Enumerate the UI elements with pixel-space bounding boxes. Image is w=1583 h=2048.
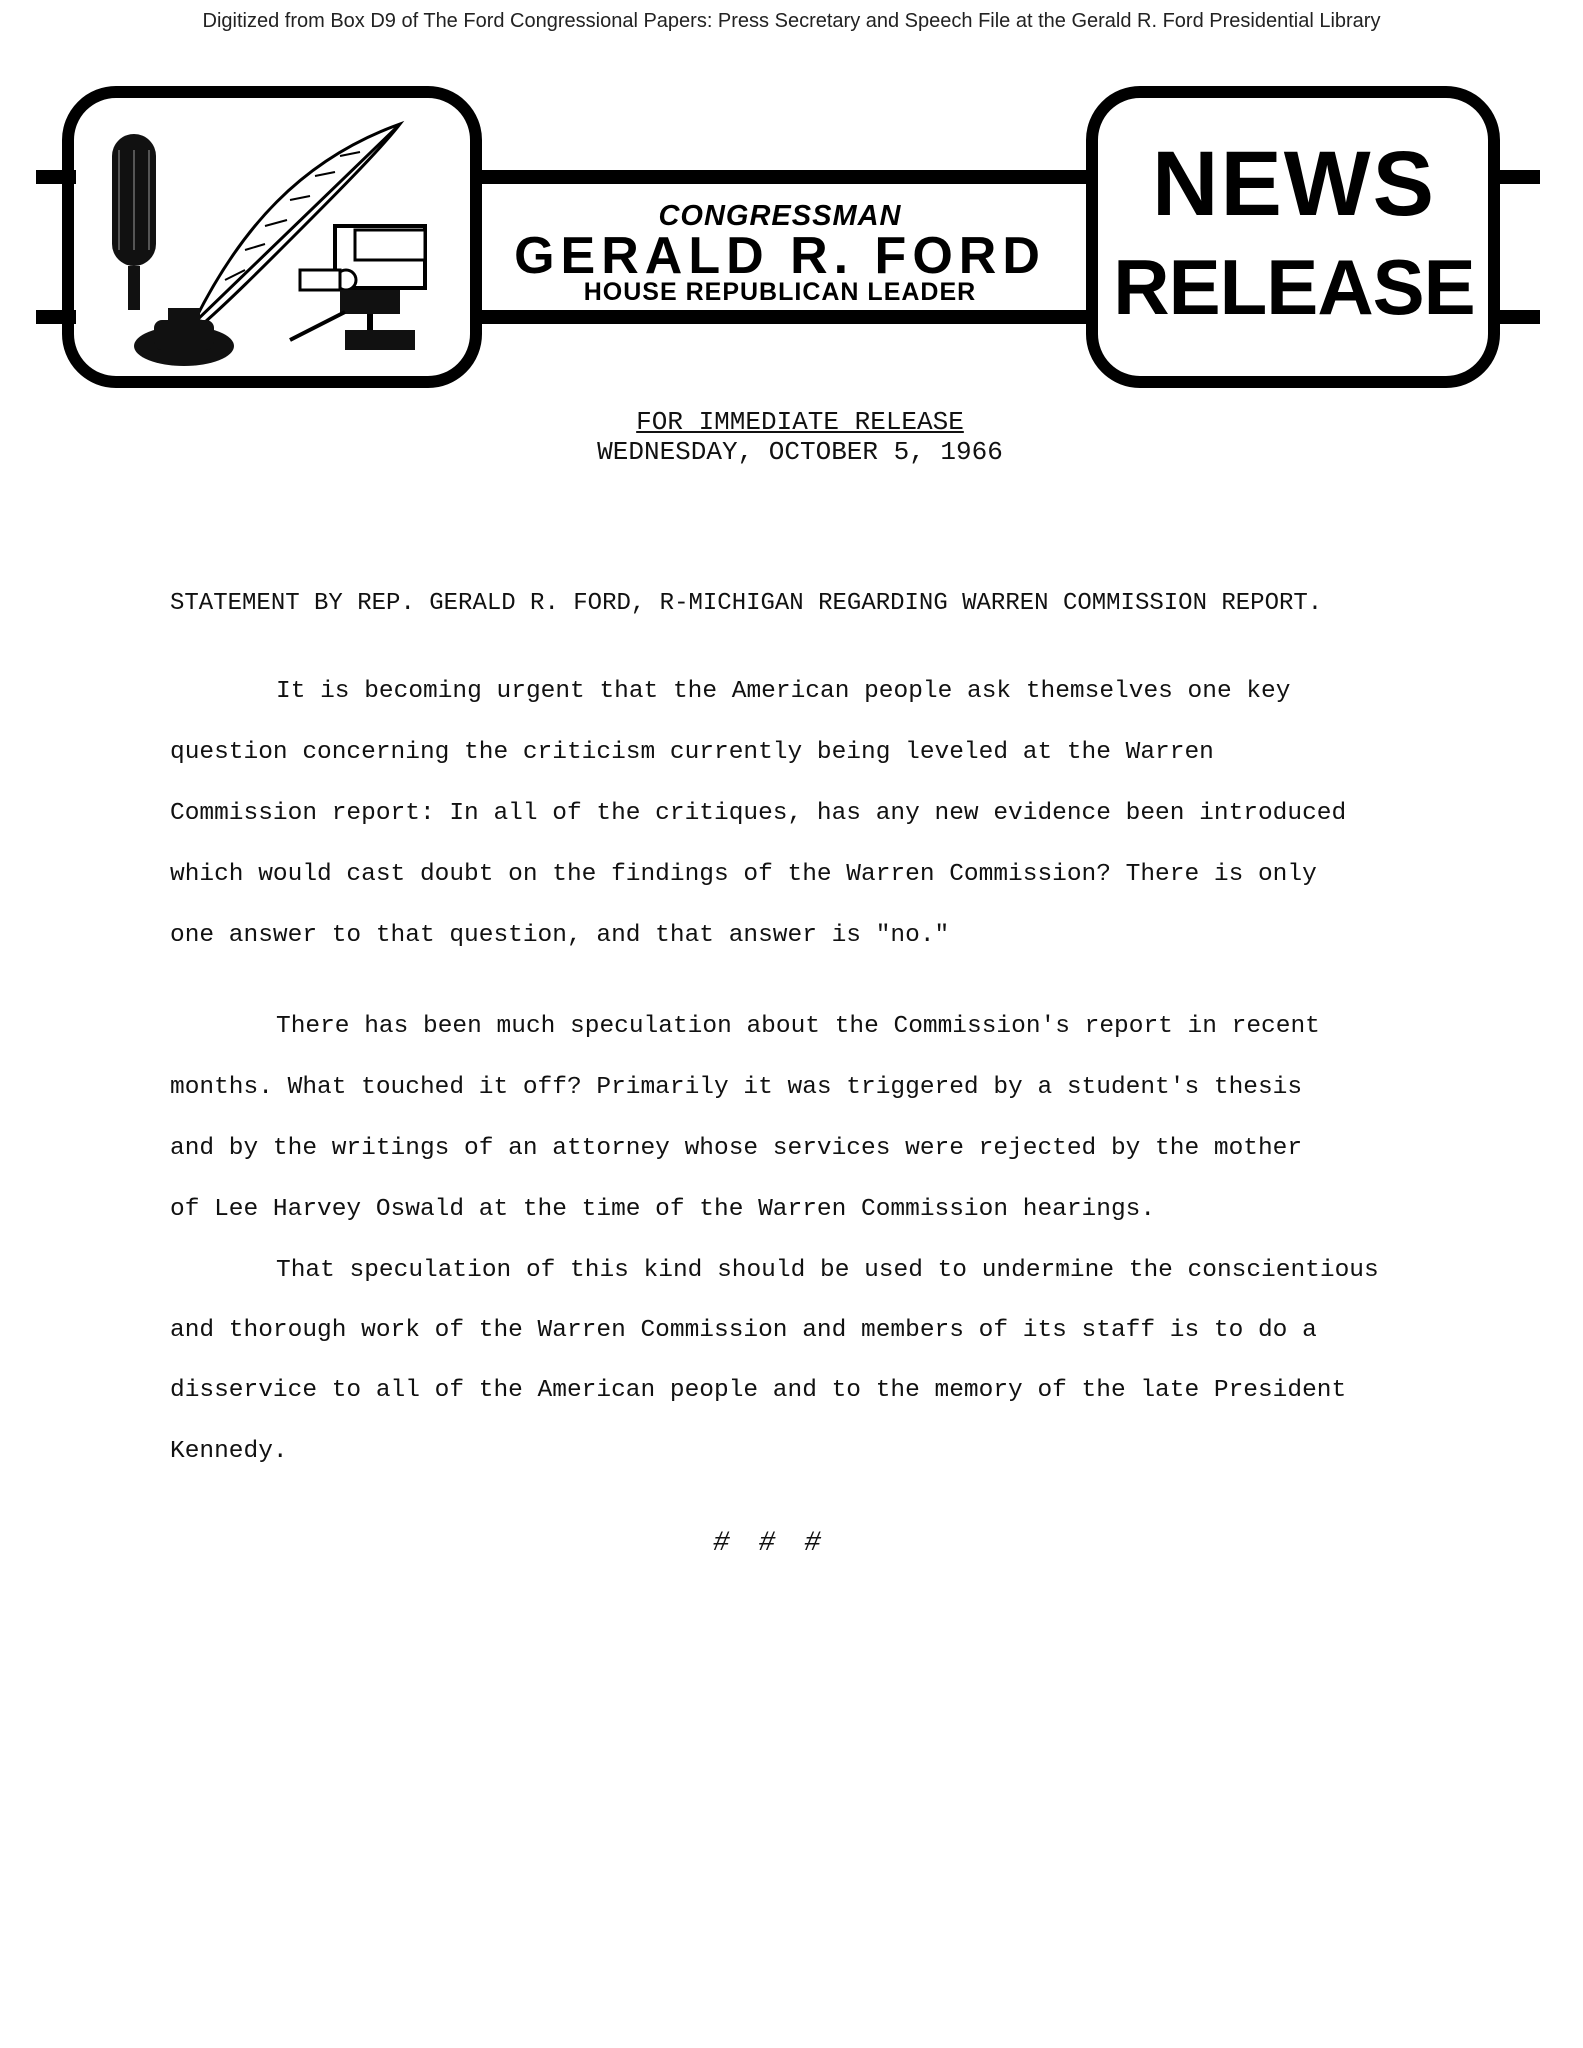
- camera-icon: [290, 226, 425, 350]
- paragraph-line: of Lee Harvey Oswald at the time of the Warren Commission hearings.: [170, 1196, 1156, 1223]
- release-info: [480, 407, 1120, 467]
- paragraph-line: which would cast doubt on the findings of the Warren Commission? There is only: [170, 861, 1317, 888]
- letterhead: [0, 0, 1583, 420]
- paragraph-line: Kennedy.: [170, 1438, 288, 1465]
- paragraph-line: That speculation of this kind should be used to undermine the conscientious: [276, 1257, 1379, 1284]
- paragraph-line: months. What touched it off? Primarily it was triggered by a student's thesis: [170, 1074, 1303, 1101]
- digitization-note: Digitized from Box D9 of The Ford Congressional Papers: Press Secretary and Speech File at the Gerald R. Ford Presidential Library: [202, 10, 1381, 32]
- paragraph-line: It is becoming urgent that the American people ask themselves one key: [276, 678, 1291, 705]
- paragraph-line: There has been much speculation about the Commission's report in recent: [276, 1013, 1320, 1040]
- release-date: WEDNESDAY, OCTOBER 5, 1966: [597, 437, 1003, 467]
- statement-title: STATEMENT BY REP. GERALD R. FORD, R-MICHIGAN REGARDING WARREN COMMISSION REPORT.: [170, 590, 1323, 617]
- paragraph-line: question concerning the criticism currently being leveled at the Warren: [170, 739, 1214, 766]
- paragraph-line: Commission report: In all of the critiques, has any new evidence been introduced: [170, 800, 1347, 827]
- paragraph-line: and thorough work of the Warren Commission and members of its staff is to do a: [170, 1317, 1317, 1344]
- microphone-icon: [112, 134, 156, 310]
- letterhead-title: HOUSE REPUBLICAN LEADER: [583, 278, 977, 306]
- release-timing: FOR IMMEDIATE RELEASE: [636, 407, 964, 437]
- letterhead-name: GERALD R. FORD: [514, 227, 1046, 285]
- letterhead-congressman: CONGRESSMAN: [658, 200, 902, 232]
- letterhead-release: RELEASE: [1113, 243, 1475, 331]
- end-mark: # # #: [712, 1528, 827, 1559]
- paragraph-line: one answer to that question, and that answer is "no.": [170, 922, 950, 949]
- letterhead-news: NEWS: [1152, 133, 1436, 235]
- paragraph-line: disservice to all of the American people and to the memory of the late President: [170, 1377, 1347, 1404]
- paragraph-line: and by the writings of an attorney whose services were rejected by the mother: [170, 1135, 1303, 1162]
